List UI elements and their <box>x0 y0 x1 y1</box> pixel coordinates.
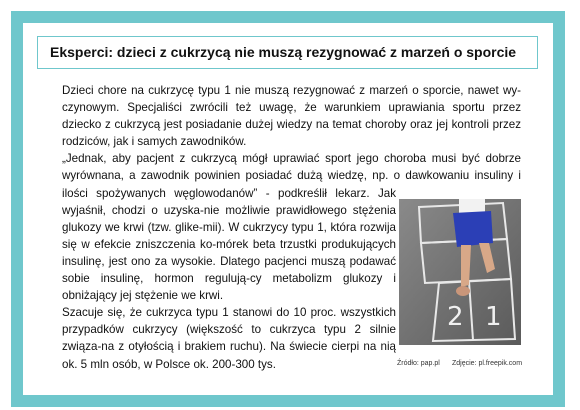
article-title: Eksperci: dzieci z cukrzycą nie muszą rezygnować z marzeń o sporcie <box>50 44 517 60</box>
paragraph-statistics: Szacuje się, że cukrzyca typu 1 stanowi do 10 proc. wszystkich przypadków cukrzycy (większość to cukrzyca typu 2 silnie związa-na z otyłością i brakiem ruchu). Na świecie cierpi na nią ok. 5 mln osób, w Polsce ok. 200-300 tys. <box>62 306 396 371</box>
left-foot <box>456 286 470 296</box>
wrap-offset <box>521 82 522 199</box>
hopscotch-photo <box>399 199 521 345</box>
hopscotch-number: 1 <box>485 302 502 332</box>
paragraph-quote: „Jednak, aby pacjent z cukrzycą mógł uprawiać sport jego choroba musi być dobrze wyrównana, a zawodnik powinien posiadać dużą wiedzę, np. o dawkowaniu insuliny i ilości spożywanych węglowodanów” - podkreślił lekarz. Jak wyjaśnił, chodzi o uzyska-nie możliwie prawidłowego stężenia glukozy we krwi (tzw. glike-mii). W cukrzycy typu 1, która rozwija się w efekcie zniszczenia ko-mórek beta trzustki produkujących insulinę, jest ono za wysokie. Dlatego pacjenci muszą podawać sobie insulinę, hormon regulują-cy metabolizm glukozy i obniżający jej stężenie we krwi. <box>62 152 521 303</box>
hopscotch-number: 2 <box>447 302 464 332</box>
title-box <box>37 36 538 69</box>
source-caption: Źródło: pap.pl <box>397 360 440 367</box>
blue-shorts <box>453 211 493 247</box>
photo-credit-caption: Zdjęcie: pl.freepik.com <box>452 360 523 367</box>
paragraph-intro: Dzieci chore na cukrzycę typu 1 nie muszą rezygnować z marzeń o sporcie, nawet wy-czynowym. Specjaliści zwrócili też uwagę, że warunkiem uprawiania sportu przez dziecko z cukrzycą jest posiadanie dużej wiedzy na temat choroby oraz jej kontroli przez rodziców, jak i samych zawodników. <box>62 84 521 149</box>
hopscotch-illustration <box>399 199 521 345</box>
